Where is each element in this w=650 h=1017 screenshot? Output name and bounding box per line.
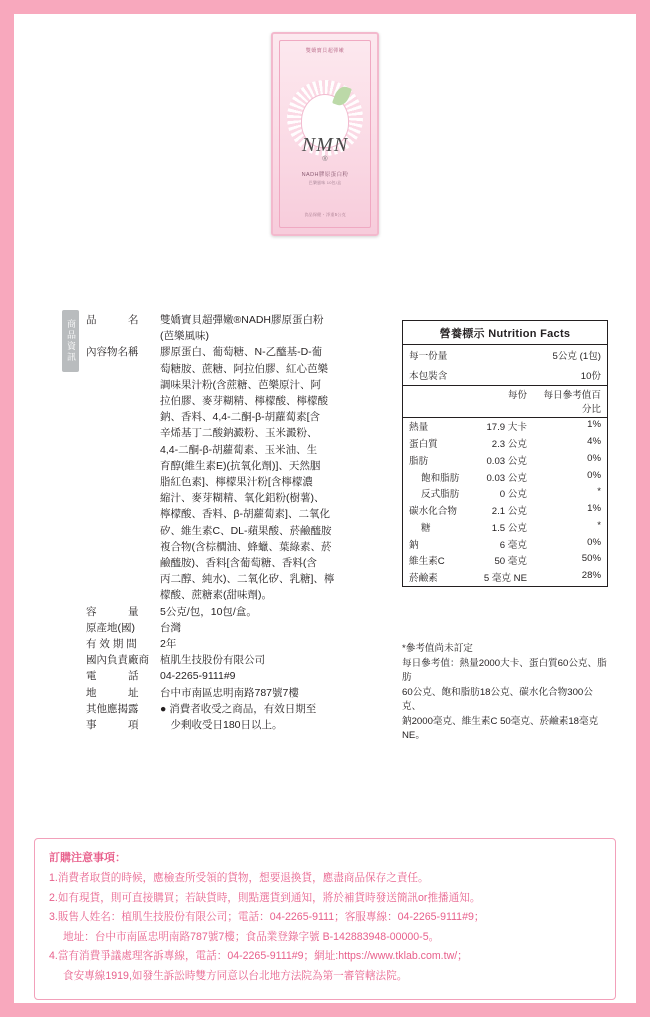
order-notice-item: 4.當有消費爭議處理客訴專線，電話：04-2265-9111#9；網址:https://www.tklab.com.tw/；: [49, 950, 468, 962]
nutrient-amount: 0 公克: [499, 489, 527, 501]
info-value-line: 縮汁、麥芽糊精、氧化鋁粉(樹薯)、: [160, 492, 325, 505]
nutrient-percent: 4%: [587, 435, 601, 447]
info-value-line: 脂紅色素]、檸檬果汁粉[含檸檬濃: [160, 476, 313, 489]
table-row: [403, 451, 607, 468]
nutrient-name: 熱量: [409, 422, 429, 434]
header-blank: [403, 386, 472, 418]
nutrition-facts-table: [402, 320, 608, 587]
nutrient-amount: 1.5 公克: [491, 522, 527, 534]
nutrient-amount: 17.9 大卡: [486, 422, 527, 434]
info-value-line: 台灣: [160, 621, 181, 634]
footnote-line: 鈉2000毫克、維生素C 50毫克、菸鹼素18毫克NE。: [402, 715, 599, 741]
nutrient-amount: 2.3 公克: [491, 438, 527, 450]
nutrient-name: 糖: [421, 522, 431, 534]
nutrient-amount: 2.1 公克: [491, 506, 527, 518]
document-page: [14, 14, 636, 1003]
info-value-line: ● 消費者收受之商品，有效日期至: [160, 702, 317, 715]
table-row: [403, 468, 607, 485]
product-box: [271, 32, 379, 236]
info-value-line: 植肌生技股份有限公司: [160, 654, 265, 667]
info-value: [160, 668, 386, 684]
nutrient-name: 碳水化合物: [409, 506, 457, 518]
nutrient-name: 脂肪: [409, 455, 429, 467]
info-value-line: 拉伯膠、麥芽糊精、檸檬酸、檸檬酸: [160, 395, 328, 408]
info-value-line: (芭樂風味): [160, 330, 209, 343]
table-row: [403, 365, 607, 386]
footnote-line: 每日參考值：熱量2000大卡、蛋白質60公克、脂肪: [402, 657, 607, 683]
nutrient-name: 反式脂肪: [421, 489, 460, 501]
nutrient-percent: 0%: [587, 469, 601, 481]
info-value: [160, 636, 386, 652]
info-row: [86, 636, 386, 652]
info-value: [160, 344, 386, 603]
info-label: 品 名: [86, 314, 139, 326]
info-label: 其他應揭露: [86, 702, 139, 715]
order-notice-item: 食安專線1919,如發生訴訟時雙方同意以台北地方法院為第一審管轄法院。: [63, 969, 408, 982]
info-row: [86, 717, 386, 733]
order-notice-item: 1.消費者取貨的時候，應檢查所受領的貨物，想要退換貨，應盡商品保存之責任。: [49, 872, 429, 884]
box-subtitle: NADH膠原蛋白粉: [301, 172, 349, 178]
table-row: [403, 345, 607, 365]
info-value-line: 2年: [160, 638, 177, 651]
nutrient-percent: 28%: [581, 570, 601, 582]
box-footer-text: 食品保健・淨重5公克: [303, 212, 347, 217]
info-value: [160, 604, 386, 620]
table-row: [403, 569, 607, 586]
per-pack-label: 本包裝含: [409, 371, 448, 382]
table-row: [403, 518, 607, 535]
nutrient-name: 菸鹼素: [409, 573, 438, 585]
table-row: [403, 535, 607, 552]
nutrient-percent: 1%: [587, 419, 601, 431]
info-value-line: 育醇(維生素E)(抗氧化劑)]、天然胭: [160, 459, 321, 472]
info-value-line: 膠原蛋白、葡萄糖、N-乙醯基-D-葡: [160, 346, 323, 359]
info-value: [160, 701, 386, 717]
serving-value: 5公克 (1包): [552, 351, 601, 362]
nutrition-footnote: [402, 642, 612, 744]
info-value-line: 5公克/包，10包/盒。: [160, 605, 257, 618]
nutrient-name: 維生素C: [409, 556, 445, 568]
table-row: [403, 485, 607, 502]
info-value-line: 檸檬酸、香料、β-胡蘿蔔素]、二氧化: [160, 508, 330, 521]
info-value: [160, 652, 386, 668]
info-row: [86, 685, 386, 701]
header-percent: 每日參考值百分比: [533, 386, 607, 418]
info-value-line: 台中市南區忠明南路787號7樓: [160, 686, 299, 699]
info-value-line: 4,4-二酮-β-胡蘿蔔素、玉米油、生: [160, 443, 318, 456]
footnote-line: *參考值尚未訂定: [402, 643, 473, 654]
info-row: [86, 652, 386, 668]
table-row: [403, 552, 607, 569]
info-label: 容 量: [86, 605, 139, 618]
info-row: [86, 344, 386, 603]
info-value-line: 04-2265-9111#9: [160, 670, 236, 683]
info-label: 內容物名稱: [86, 346, 139, 359]
info-value-line: 檬酸、蔗糖素(甜味劑)。: [160, 589, 272, 602]
order-notice-item: 2.如有現貨，則可直接購買；若缺貨時，則點選貨到通知，將於補貨時發送簡訊or推播通知。: [49, 891, 481, 904]
header-amount: 每份: [472, 386, 533, 418]
nutrient-name: 飽和脂肪: [421, 472, 460, 484]
info-row: [86, 701, 386, 717]
nutrient-percent: *: [597, 486, 601, 498]
nutrient-amount: 6 毫克: [499, 539, 527, 551]
order-notice-panel: [34, 838, 616, 1000]
info-value: [160, 717, 386, 733]
nutrient-percent: 50%: [581, 553, 601, 565]
info-value-line: 辛烯基丁二酸鈉澱粉、玉米澱粉、: [160, 427, 318, 440]
nutrition-table: [403, 345, 607, 586]
nutrient-percent: 1%: [587, 503, 601, 515]
nutrient-name: 蛋白質: [409, 438, 438, 450]
info-label: 原產地(國): [86, 621, 135, 634]
info-row: [86, 604, 386, 620]
product-info-list: [86, 312, 386, 733]
info-value-line: 萄糖胺、蔗糖、阿拉伯膠、紅心芭樂: [160, 362, 328, 375]
nutrient-name: 鈉: [409, 539, 419, 551]
serving-label: 每一份量: [409, 351, 448, 362]
nutrient-amount: 50 毫克: [494, 556, 527, 568]
info-value-line: 少剩收受日180日以上。: [160, 719, 283, 732]
footnote-line: 60公克、飽和脂肪18公克、碳水化合物300公克、: [402, 686, 593, 712]
order-notice-item: 3.販售人姓名：植肌生技股份有限公司；電話：04-2265-9111；客服專線：04-2265-9111#9；: [49, 911, 485, 923]
nutrient-percent: 0%: [587, 536, 601, 548]
info-value-line: 鈉、香料、4,4-二酮-β-胡蘿蔔素[含: [160, 411, 321, 424]
info-value: [160, 685, 386, 701]
per-pack-value: 10份: [580, 371, 601, 382]
info-row: [86, 312, 386, 344]
table-row: [403, 435, 607, 452]
product-image: [14, 32, 636, 236]
info-value: [160, 312, 386, 344]
info-value-line: 矽、維生素C、DL-蘋果酸、菸鹼醯胺: [160, 524, 332, 537]
box-brand: NMN: [301, 134, 349, 156]
order-notice-item: 地址：台中市南區忠明南路787號7樓；食品業登錄字號 B-142883948-00000-5。: [63, 930, 440, 943]
info-label: 電 話: [86, 670, 139, 683]
nutrient-amount: 0.03 公克: [486, 455, 527, 467]
info-row: [86, 620, 386, 636]
order-notice-title: 訂購注意事項：: [49, 852, 126, 864]
box-subtitle-2: 巴樂風味 10包/盒: [308, 180, 342, 185]
nutrition-title: 營養標示 Nutrition Facts: [403, 321, 607, 345]
info-label: 國內負責廠商: [86, 654, 149, 667]
info-row: [86, 668, 386, 684]
info-value-line: 雙嬌寶貝超彈嫩®NADH膠原蛋白粉: [160, 314, 324, 326]
nutrient-amount: 0.03 公克: [486, 472, 527, 484]
section-tab-product-info: [62, 310, 79, 372]
info-value-line: 調味果汁粉(含蔗糖、芭樂原汁、阿: [160, 378, 321, 391]
info-value-line: 複合物(含棕櫚油、蜂蠟、葉綠素、菸: [160, 540, 332, 553]
nutrient-percent: 0%: [587, 452, 601, 464]
nutrient-amount: 5 毫克 NE: [483, 573, 527, 585]
info-label: 有 效 期 間: [86, 638, 137, 651]
table-row: [403, 502, 607, 519]
table-header-row: [403, 386, 607, 418]
nutrient-percent: *: [597, 519, 601, 531]
section-tab-label: 商品資訊: [66, 319, 76, 363]
info-value-line: 丙二醇、純水)、二氧化矽、乳糖]、檸: [160, 573, 335, 586]
table-row: [403, 417, 607, 434]
box-top-text: 雙嬌寶貝超彈嫩: [305, 48, 345, 54]
info-label: 事 項: [86, 719, 139, 732]
info-value: [160, 620, 386, 636]
info-label: 地 址: [86, 686, 139, 699]
info-value-line: 鹼醯胺)、香料[含葡萄糖、香料(含: [160, 557, 317, 570]
box-registered-mark: ®: [322, 156, 328, 163]
